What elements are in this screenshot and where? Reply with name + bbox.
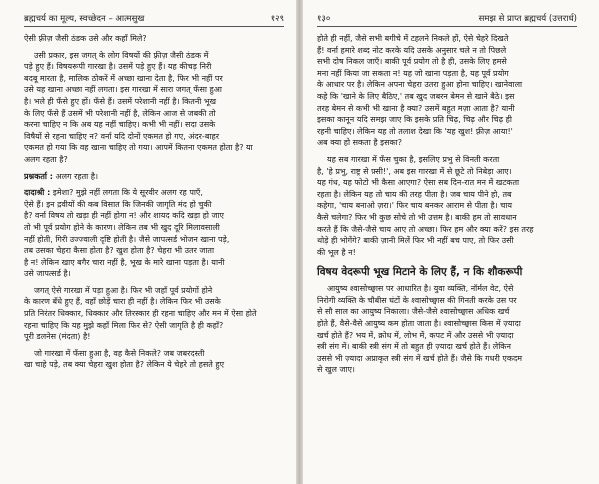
left-page xyxy=(0,0,296,484)
text-line: के लिए फँसे हैं उसमें भी परेशानी नहीं है, लेकिन आज से जबकी तो xyxy=(24,108,216,118)
left-paragraph-1 xyxy=(24,50,284,166)
text-line: बदबू मारता है, मालिक ठोकरें में अच्छा खाना देता है, फिर भी नहीं पर xyxy=(24,73,223,83)
text-line: जगत् ऐसे गारखा में पड़ा हुआ है। फिर भी जहाँ पूर्व प्रयोगों होने xyxy=(34,285,213,295)
text-line: सभी दोष निकल जाएँ। बाकी पूर्व प्रयोग तो है ही, उसके लिए हमसे xyxy=(317,57,507,67)
prashnakarta-text: अलग रहता है। xyxy=(55,171,99,181)
text-line: से खुल जाए। xyxy=(317,365,355,375)
text-line: करते हैं कि जैसे-जैसे चाय आए तो अच्छा। फिर हम और क्या करें? इस तरह xyxy=(317,224,534,234)
text-line: खा चाहे पड़े, तब क्या चेहरा खुश होता है? लेकिन ये चेहरे तो हसते हुए xyxy=(24,360,225,370)
text-line: उसे जापत्सर्ड है। xyxy=(24,269,71,279)
text-line: थोड़े ही भोगेंगे? बाकी ज़ानी मिलें फिर भी नहीं बच पाए, तो फिर उसी xyxy=(317,236,514,246)
speaker-label-dadashri: दादाश्री : xyxy=(24,188,51,198)
text-line: के आधार पर है। लेकिन अपना चेहरा उतरा हुआ होना चाहिए। खानेवाला xyxy=(317,80,523,90)
text-line: इसका कानून यदि समझ जाए कि इसके प्रति चिढ़, चिढ़ और चिढ़ ही xyxy=(317,115,512,125)
left-paragraph-4 xyxy=(24,348,284,371)
text-line: उसी प्रकार, इस जगत् के लोग विषयों की फ़्रीज़ जैसी ठंडक में xyxy=(34,50,209,60)
left-paragraph-3 xyxy=(24,285,284,343)
right-page xyxy=(303,0,599,484)
text-line: उससे भी ज़्यादा अप्राकृत स्त्री संग में खर्च होते हैं। जैसे कि गधरी एकदम xyxy=(317,353,523,363)
text-line: है न! लेकिन खाए बगैर चारा नहीं है, भूख के मारे खाना पड़ता है। यानी xyxy=(24,257,225,267)
text-line: करना चाहिए न कि अब यह नहीं चाहिए। कभी भी नहीं। सदा उसके xyxy=(24,120,216,130)
right-paragraph-3 xyxy=(317,283,577,376)
text-line: इमेशा? मुझे नहीं लगता कि ये सूरवीर अलग रह पाएँ, xyxy=(52,188,203,198)
left-header-title: ब्रह्मचर्य का मूल्य, स्वच्छेदन – आत्मसुख xyxy=(24,14,145,24)
text-line: खर्च होते हैं? भय में, क्रोध में, लोभ में, कपट में और उससे भी ज़्यादा xyxy=(317,330,514,340)
prashnakarta-line xyxy=(24,171,284,183)
text-line: प्रति निरंतर धिक्कार, धिक्कार और तिरस्कार ही रहना चाहिए और मन में ऐसा होते xyxy=(24,309,257,319)
section-heading: विषय वेदरूपी भूख मिटाने के लिए हैं, न कि शौकरूपी xyxy=(317,266,523,279)
right-page-header xyxy=(317,14,577,27)
right-header-title: समझ से प्राप्त ब्रह्मचर्य (उत्तरार्ध) xyxy=(478,14,577,24)
text-line: स्त्री संग में। बाकी स्त्री संग में तो बहुत ही ज़्यादा खर्च होते हैं। लेकिन xyxy=(317,342,511,352)
text-line: अब क्या हो सकता है इसका? xyxy=(317,138,402,148)
text-line: आयुष्य श्वासोच्छ्वास पर आधारित है। युवा व्यक्ति, नॉर्मल वेट, ऐसे xyxy=(327,284,514,294)
text-line: यह गंध, यह फोटो भी कैसा आएगा? ऐसा सब दिन-रात मन में खटकता xyxy=(317,178,520,188)
book-gutter xyxy=(296,0,303,484)
text-line: है? वर्ना विषय तो खड़ा ही नहीं होगा न! और शायद कदि खड़ा हो जाए xyxy=(24,211,224,221)
text-line: निरोगी व्यक्ति के चौबीस घंटों के श्वासोच्छ्वास की गिनती करके उस पर xyxy=(317,295,517,305)
right-page-number: १३० xyxy=(317,14,331,24)
text-line: तरह बेमन से कभी भी खाना है क्या? उसमें बहुत मज़ा आता है? यानी xyxy=(317,103,515,113)
text-line: हैं! वर्ना हमारे शब्द नोट करके यदि उसके अनुसार चले न तो पिछले xyxy=(317,45,507,55)
text-line: होते ही नहीं, जैसे सभी बगीचे में टहलने निकले हों, ऐसे चेहरे दिखते xyxy=(317,34,509,43)
text-line: है। भले ही फँसे हुए हों। फँसे हैं। उसमें परेशानी नहीं है। कितनी भूख xyxy=(24,96,217,106)
text-line: तब उसका चेहरा कैसा होता है? खुश होता है? चेहरा भी उतर जाता xyxy=(24,246,215,256)
text-line: रहना चाहिए कि यह मुझे कहाँ मिला फिर से? ऐसी जागृति है ही कहाँ? xyxy=(24,320,224,330)
text-line: से सौ साल का आयुष्य निकाला। जैसे-जैसे श्वासोच्छ्वास अधिक खर्च xyxy=(317,307,510,317)
text-line: है, 'हे प्रभु, राष्ट्र से फ़्सी!', अब इस गारखा में से छूटे तो निबेड़ा आए। xyxy=(317,166,512,176)
text-line: उसे यह खाना अच्छा नहीं लगता। इस गारखा में सारा जगत् फँसा हुआ xyxy=(24,85,222,95)
text-line: जो गारखा में फँसा हुआ है, वह कैसे निकले? जब जबरदस्ती xyxy=(34,348,205,358)
text-line: यह सब गारखा में फँस चुका है, इसलिए प्रभु से विनती करता xyxy=(327,154,500,164)
text-line: नहीं होती, गिरी उज्ज्वाली दृष्टि होती है। जैसे जापत्सर्ड भोजन खाना पड़े, xyxy=(24,234,230,244)
text-line: तो भी पूर्व प्रयोग होने के कारण। लेकिन तब भी खुद दूरि मिलावसाली xyxy=(24,222,220,232)
text-line: एकमत हो गया कि वह खाना चाहिए तो गया। आपमें कितना एकमत होता है? या xyxy=(24,143,253,153)
left-page-header xyxy=(24,14,284,27)
text-line: रहता है। लेकिन यह तो चाय की तरह पीता है। जब चाय पीने हो, तब xyxy=(317,189,512,199)
right-paragraph-2 xyxy=(317,154,577,258)
text-line: पूरी डलनेस (मंदता) है! xyxy=(24,332,91,342)
speaker-label-prashnakarta: प्रश्नकर्ता : xyxy=(24,171,53,181)
left-page-number: १२९ xyxy=(270,14,284,24)
text-line: पड़े हुए हैं। विषयरूपी गारखा है। उसमें पड़े हुए हैं। यह कीचड़ निरी xyxy=(24,62,212,72)
text-line: विषैयों से रहना चाहिए न? वर्ना यदि दोनों एकमत हो गए, अंदर-बाहर xyxy=(24,131,219,141)
text-line: की भूल है न! xyxy=(317,247,356,257)
text-line: ऐसे हैं। इन द्रवीयों की कब विसात कि जिनकी जागृति मंद हो चुकी xyxy=(24,199,212,209)
text-line: मना नहीं किया जा सकता न! यह जो खाना पड़ता है, यह पूर्व प्रयोग xyxy=(317,68,509,78)
left-question-line xyxy=(24,33,284,45)
text-line: कहे कि 'खाने के लिए बैठिए,' तब खुद जबरन बेमन से खाने बैठे। इस xyxy=(317,91,515,101)
text-line: ऐसी फ़्रीज़ जैसी ठंडक उसे और कहाँ मिले? xyxy=(24,34,147,43)
right-paragraph-1 xyxy=(317,33,577,149)
text-line: होते हैं, वैसे-वैसे आयुष्य कम होता जाता है। श्वासोच्छ्वास किस में ज़्यादा xyxy=(317,319,521,329)
text-line: कहेगा, 'चाय बनाओ ज़रा।' फिर चाय बनकर आराम से पीता है। चाय xyxy=(317,201,513,211)
text-line: के कारण बँधे हुए हैं, वहाँ छोड़ें चारा ही नहीं है। लेकिन फिर भी उसके xyxy=(24,297,221,307)
text-line: कैसे चलेगा? फिर भी कुछ सोचे तो भी उत्तम है। बाकी हम तो सावधान xyxy=(317,212,517,222)
text-line: रहनी चाहिए। लेकिन यह तो तलाश देखा कि 'यह खुश! फ़्रीज़ आया!' xyxy=(317,126,513,136)
text-line: अलग रहता है? xyxy=(24,154,68,164)
left-paragraph-2 xyxy=(24,187,284,280)
